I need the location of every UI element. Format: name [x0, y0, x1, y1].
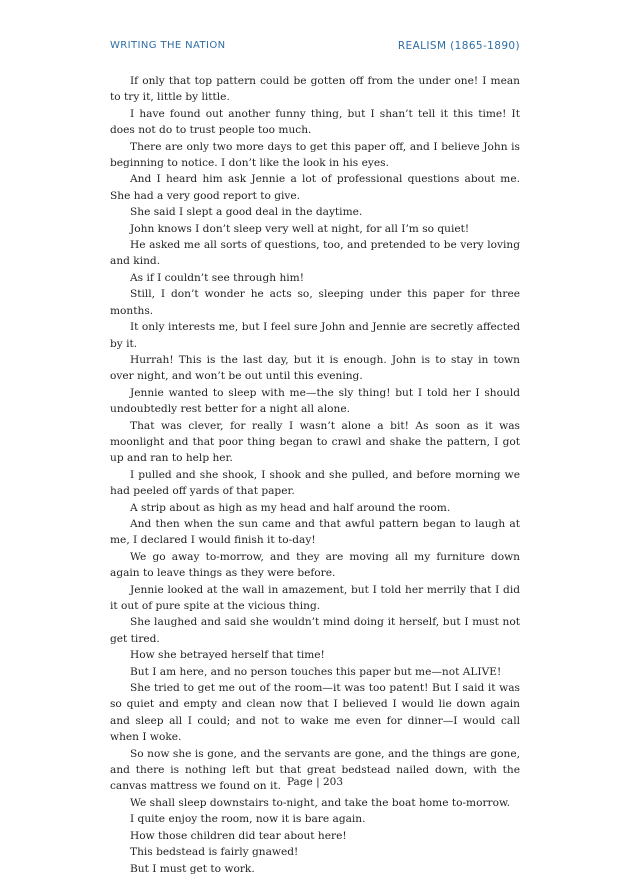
- paragraph: But I am here, and no person touches this paper but me—not ALIVE!: [130, 665, 502, 678]
- paragraph: I pulled and she shook, I shook and she pulled, and before morning we had peeled off yards of that paper.: [110, 468, 520, 498]
- paragraph: She said I slept a good deal in the daytime.: [130, 206, 363, 219]
- paragraph: And I heard him ask Jennie a lot of professional questions about me. She had a very good report to give.: [110, 173, 520, 202]
- header-section-title: REALISM (1865-1890): [397, 40, 520, 52]
- paragraph: How she betrayed herself that time!: [130, 649, 325, 662]
- paragraph: John knows I don’t sleep very well at night, for all I’m so quiet!: [130, 222, 470, 235]
- paragraph: How those children did tear about here!: [130, 829, 347, 842]
- running-header: [110, 40, 520, 54]
- paragraph: That was clever, for really I wasn’t alone a bit! As soon as it was moonlight and that poor thing began to crawl and shake the pattern, I got up and ran to help her.: [110, 419, 520, 465]
- paragraph: We shall sleep downstairs to-night, and take the boat home to-morrow.: [130, 796, 511, 809]
- paragraph: He asked me all sorts of questions, too, and pretended to be very loving and kind.: [110, 239, 520, 268]
- paragraph: If only that top pattern could be gotten off from the under one! I mean to try it, little by little.: [110, 75, 520, 104]
- paragraph: But I must get to work.: [130, 862, 255, 875]
- paragraph: Jennie looked at the wall in amazement, but I told her merrily that I did it out of pure spite at the vicious thing.: [110, 583, 520, 612]
- paragraph: And then when the sun came and that awful pattern began to laugh at me, I declared I would finish it to-day!: [110, 517, 520, 547]
- paragraph: She laughed and said she wouldn’t mind doing it herself, but I must not get tired.: [110, 616, 520, 645]
- body-text: [110, 73, 520, 877]
- header-book-title: WRITING THE NATION: [110, 40, 226, 51]
- paragraph: A strip about as high as my head and half around the room.: [130, 501, 451, 514]
- paragraph: Still, I don’t wonder he acts so, sleeping under this paper for three months.: [110, 288, 520, 317]
- paragraph: It only interests me, but I feel sure John and Jennie are secretly affected by it.: [110, 321, 520, 350]
- paragraph: We go away to-morrow, and they are moving all my furniture down again to leave things as they were before.: [110, 550, 520, 580]
- paragraph: I have found out another funny thing, but I shan’t tell it this time! It does not do to trust people too much.: [110, 107, 520, 137]
- paragraph: There are only two more days to get this paper off, and I believe John is beginning to notice. I don’t like the look in his eyes.: [110, 140, 520, 170]
- paragraph: I quite enjoy the room, now it is bare again.: [130, 813, 366, 826]
- paragraph: This bedstead is fairly gnawed!: [130, 846, 299, 859]
- paragraph: So now she is gone, and the servants are gone, and the things are gone, and there is nothing left but that great bedstead nailed down, with the canvas mattress we found on it.: [110, 747, 520, 793]
- paragraph: She tried to get me out of the room—it was too patent! But I said it was so quiet and empty and clean now that I believed I would lie down again and sleep all I could; and not to wake me even for dinner—I would call when I woke.: [110, 682, 520, 744]
- page-footer: [0, 776, 630, 788]
- paragraph: As if I couldn’t see through him!: [130, 271, 304, 284]
- page-number: Page | 203: [286, 776, 344, 788]
- paragraph: Jennie wanted to sleep with me—the sly thing! but I told her I should undoubtedly rest better for a night all alone.: [110, 386, 520, 416]
- paragraph: Hurrah! This is the last day, but it is enough. John is to stay in town over night, and won’t be out until this evening.: [110, 353, 520, 383]
